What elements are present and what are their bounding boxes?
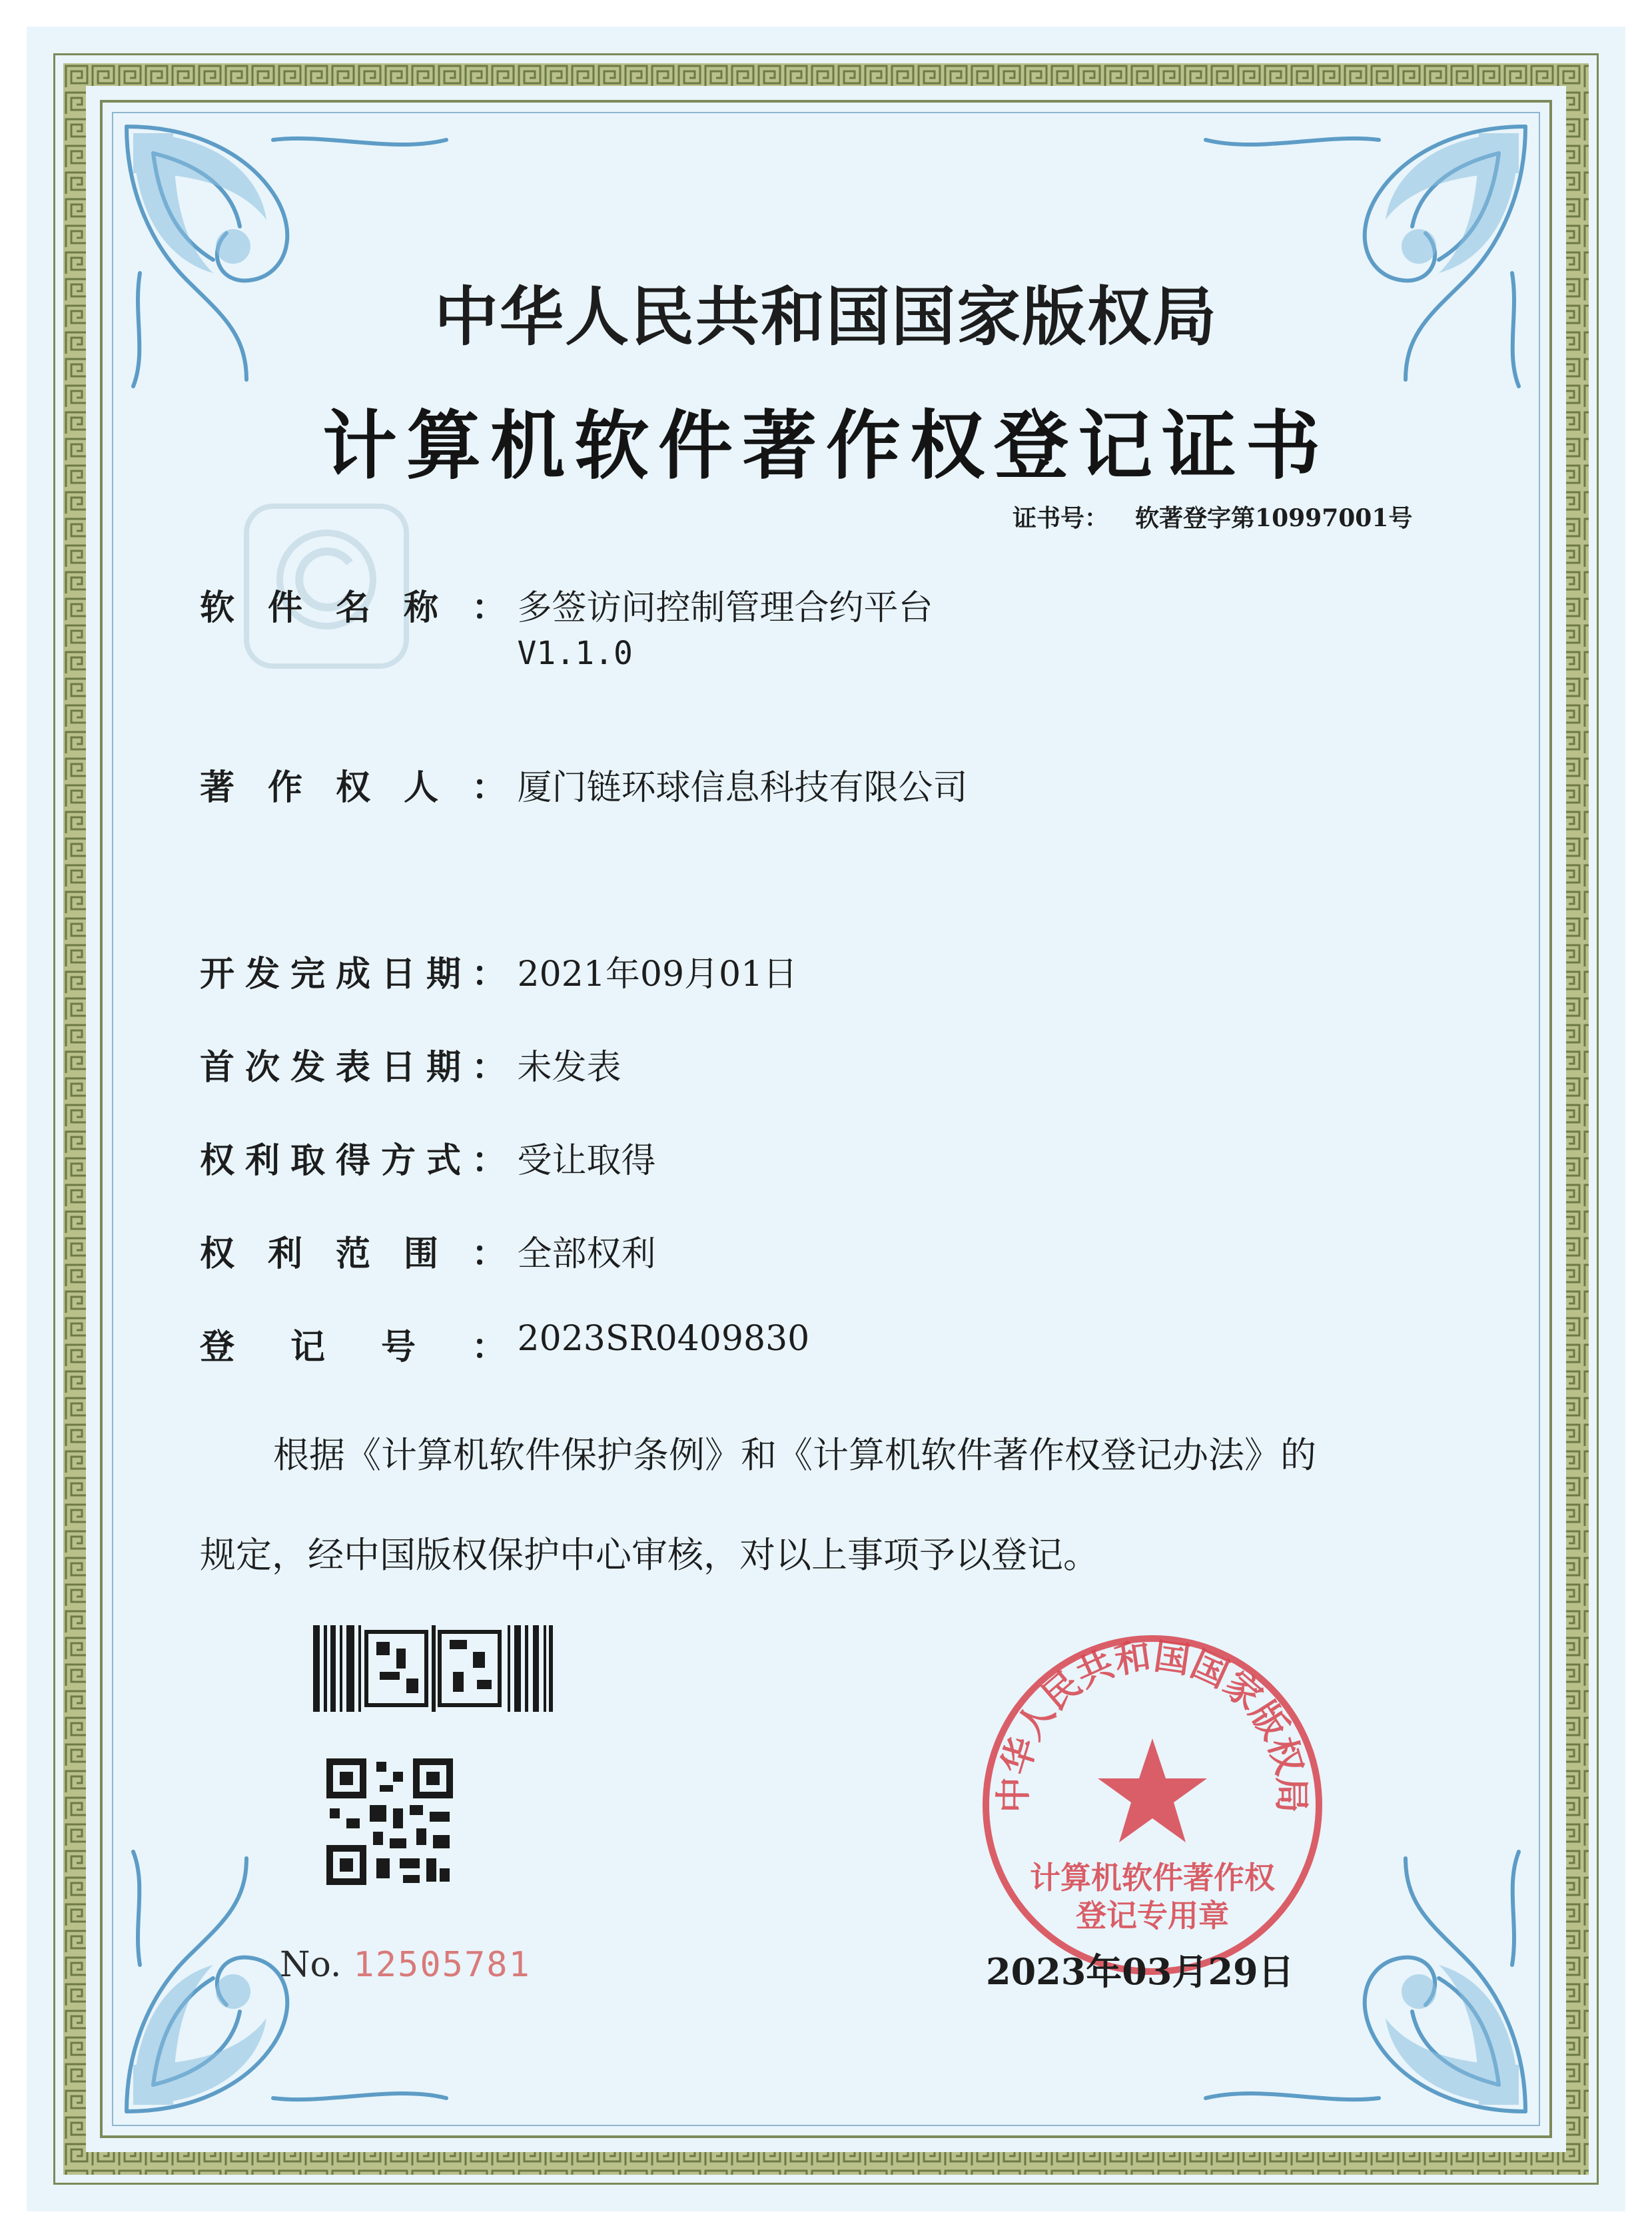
field-first-publication bbox=[200, 1039, 621, 1089]
issuing-agency: 中华人民共和国国家版权局 bbox=[434, 279, 1218, 354]
statement-line-2: 规定，经中国版权保护中心审核，对以上事项予以登记。 bbox=[200, 1534, 1099, 1576]
field-value: 受让取得 bbox=[517, 1141, 656, 1181]
field-copyright-owner bbox=[200, 759, 968, 809]
seal-ring-text: 中华人民共和国国家版权局 bbox=[992, 1635, 1313, 1813]
field-value: 2023SR0409830 bbox=[517, 1319, 810, 1359]
field-value: 多签访问控制管理合约平台 bbox=[517, 588, 933, 628]
certificate-number-value: 软著登字第10997001号 bbox=[1135, 504, 1413, 532]
seal-center-line-1: 计算机软件著作权 bbox=[1030, 1860, 1275, 1896]
field-registration-no bbox=[200, 1319, 809, 1369]
field-label: 软件名称： bbox=[200, 587, 506, 628]
field-label: 著作权人： bbox=[200, 767, 506, 808]
field-label: 权利取得方式： bbox=[200, 1140, 506, 1181]
certificate-number bbox=[1013, 500, 1412, 534]
serial-number bbox=[280, 1945, 531, 1985]
issue-date: 2023年03月29日 bbox=[986, 1950, 1294, 1993]
certificate-title: 计算机软件著作权登记证书 bbox=[322, 402, 1330, 490]
seal-star-icon bbox=[1098, 1738, 1207, 1842]
field-acquisition-method bbox=[200, 1132, 656, 1182]
field-value: 全部权利 bbox=[517, 1234, 656, 1274]
field-software-name bbox=[200, 579, 933, 672]
field-rights-scope bbox=[200, 1226, 656, 1276]
field-label: 开发完成日期： bbox=[200, 954, 506, 994]
field-label: 登记号： bbox=[200, 1327, 506, 1367]
field-value: 厦门链环球信息科技有限公司 bbox=[517, 768, 968, 808]
field-value: 2021年09月01日 bbox=[517, 954, 798, 994]
barcode bbox=[313, 1625, 553, 1712]
field-label: 首次发表日期： bbox=[200, 1047, 506, 1088]
seal-center-line-2: 登记专用章 bbox=[1076, 1898, 1229, 1934]
field-value-version: V1.1.0 bbox=[517, 635, 633, 672]
serial-prefix: No. bbox=[280, 1945, 342, 1985]
qr-code bbox=[326, 1758, 453, 1885]
serial-value: 12505781 bbox=[353, 1945, 531, 1985]
field-completion-date bbox=[200, 946, 797, 996]
official-seal bbox=[973, 1625, 1332, 1985]
certificate-number-label: 证书号： bbox=[1013, 504, 1109, 532]
registration-statement bbox=[200, 1405, 1452, 1605]
statement-line-1: 根据《计算机软件保护条例》和《计算机软件著作权登记办法》的 bbox=[273, 1434, 1316, 1476]
field-value: 未发表 bbox=[517, 1048, 621, 1088]
field-label: 权利范围： bbox=[200, 1234, 506, 1274]
